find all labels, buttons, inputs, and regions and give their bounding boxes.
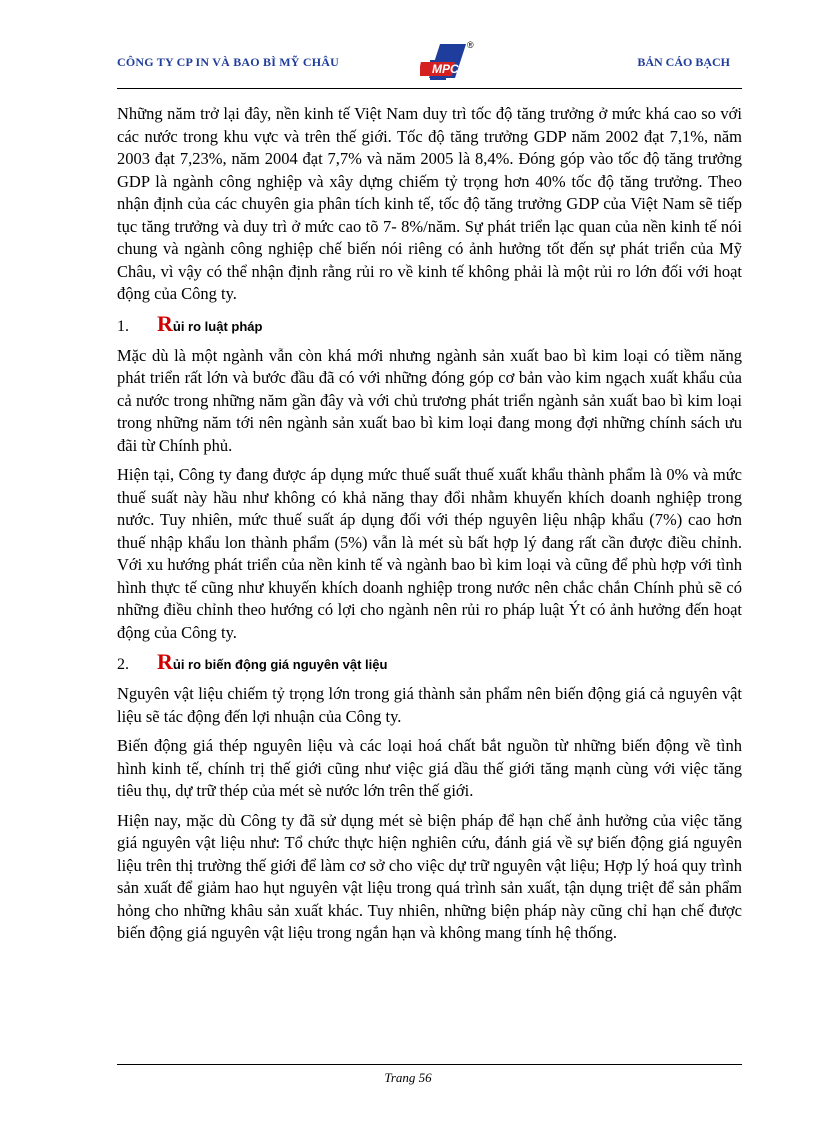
- section-1-paragraph-1: Mặc dù là một ngành vẫn còn khá mới nhưng ngành sản xuất bao bì kim loại có tiềm năng phát triển rất lớn và bước đầu đã có với những đóng góp cơ bản vào kim ngạch xuất khẩu của cả nước trong những năm gần đây và với chủ trương phát triển ngành sản xuất bao bì kim loại trong những năm tới nên ngành sản xuất bao bì kim loại đang mong đợi những chính sách ưu đãi từ Chính phủ.: [117, 345, 742, 455]
- page-content: [117, 103, 742, 952]
- company-name: CÔNG TY CP IN VÀ BAO BÌ MỸ CHÂU: [117, 55, 339, 69]
- section-2-paragraph-3: Hiện nay, mặc dù Công ty đã sử dụng mét sè biện pháp để hạn chế ảnh hưởng của việc tăng giá nguyên vật liệu như: Tổ chức thực hiện nghiên cứu, đánh giá về sự biến động giá nguyên liệu trên thị trường thế giới để làm cơ sở cho việc dự trữ nguyên vật liệu; Hợp lý hoá quy trình sản xuất để giảm hao hụt nguyên vật liệu trong quá trình sản xuất, tận dụng triệt để sản phẩm hỏng cho những khâu sản xuất khác. Tuy nhiên, những biện pháp này cũng chỉ hạn chế được biến động giá nguyên vật liệu trong ngắn hạn và không mang tính hệ thống.: [117, 810, 742, 942]
- logo-text: MPC: [432, 62, 459, 76]
- section-2-paragraph-1: Nguyên vật liệu chiếm tỷ trọng lớn trong giá thành sản phẩm nên biến động giá cả nguyên vật liệu sẽ tác động đến lợi nhuận của Công ty.: [117, 684, 742, 726]
- section-2-initial: R: [157, 649, 173, 674]
- page-number: Trang 56: [384, 1070, 432, 1085]
- section-2-paragraph-2: Biến động giá thép nguyên liệu và các loại hoá chất bắt nguồn từ những biến động về tình hình kinh tế, chính trị thế giới cũng như việc giá dầu thế giới tăng mạnh cùng với việc tăng tiêu thụ, dự trữ thép của mét sè nước lớn trên thế giới.: [117, 736, 742, 800]
- mpc-logo: [420, 38, 480, 86]
- document-title: BẢN CÁO BẠCH: [637, 55, 730, 69]
- section-2-heading: [117, 651, 742, 677]
- header-divider: [117, 88, 742, 89]
- intro-paragraph: Những năm trở lại đây, nền kinh tế Việt Nam duy trì tốc độ tăng trưởng ở mức khá cao so với các nước trong khu vực và trên thế giới. Tốc độ tăng trưởng GDP năm 2002 đạt 7,1%, năm 2003 đạt 7,23%, năm 2004 đạt 7,7% và năm 2005 là 8,4%. Đóng góp vào tốc độ tăng trưởng GDP là ngành công nghiệp và xây dựng chiếm tỷ trọng hơn 40% tốc độ tăng trưởng. Theo nhận định của các chuyên gia phân tích kinh tế, tốc độ tăng trưởng GDP của Việt Nam sẽ tiếp tục tăng trưởng và duy trì ở mức cao tõ 7- 8%/năm. Sự phát triển lạc quan của nền kinh tế nói chung và ngành công nghiệp chế biến nói riêng có ảnh hưởng tốt đến sự phát triển của Mỹ Châu, vì vậy có thể nhận định rằng rủi ro về kinh tế không phải là một rủi ro lớn đối với hoạt động của Công ty.: [117, 104, 742, 303]
- section-1-number: 1.: [117, 317, 129, 335]
- section-1-initial: R: [157, 310, 173, 336]
- section-2-number: 2.: [117, 656, 129, 673]
- footer-divider: [117, 1064, 742, 1065]
- section-1-paragraph-2: Hiện tại, Công ty đang được áp dụng mức thuế suất thuế xuất khẩu thành phẩm là 0% và mức thuế suất này hầu như không có khả năng thay đổi nhằm khuyến khích doanh nghiệp trong nước. Tuy nhiên, mức thuế suất áp dụng đối với thép nguyên liệu nhập khẩu (7%) cao hơn thuế nhập khẩu lon thành phẩm (5%) vẫn là mét sù bất hợp lý đang rất cần được điều chỉnh. Với xu hướng phát triển của nền kinh tế và ngành bao bì kim loại và cũng để phù hợp với tình hình thực tế cũng như khuyến khích doanh nghiệp trong nước nên chắc chắn Chính phủ sẽ có những điều chỉnh theo hướng có lợi cho ngành nên rủi ro pháp luật Ýt có ảnh hưởng đến hoạt động của Công ty.: [117, 465, 742, 642]
- registered-mark: ®: [467, 40, 474, 50]
- section-1-title: ủi ro luật pháp: [172, 318, 263, 334]
- section-1-heading: [117, 310, 742, 339]
- page-header: [117, 38, 742, 90]
- section-2-title: ủi ro biến động giá nguyên vật liệu: [172, 657, 388, 672]
